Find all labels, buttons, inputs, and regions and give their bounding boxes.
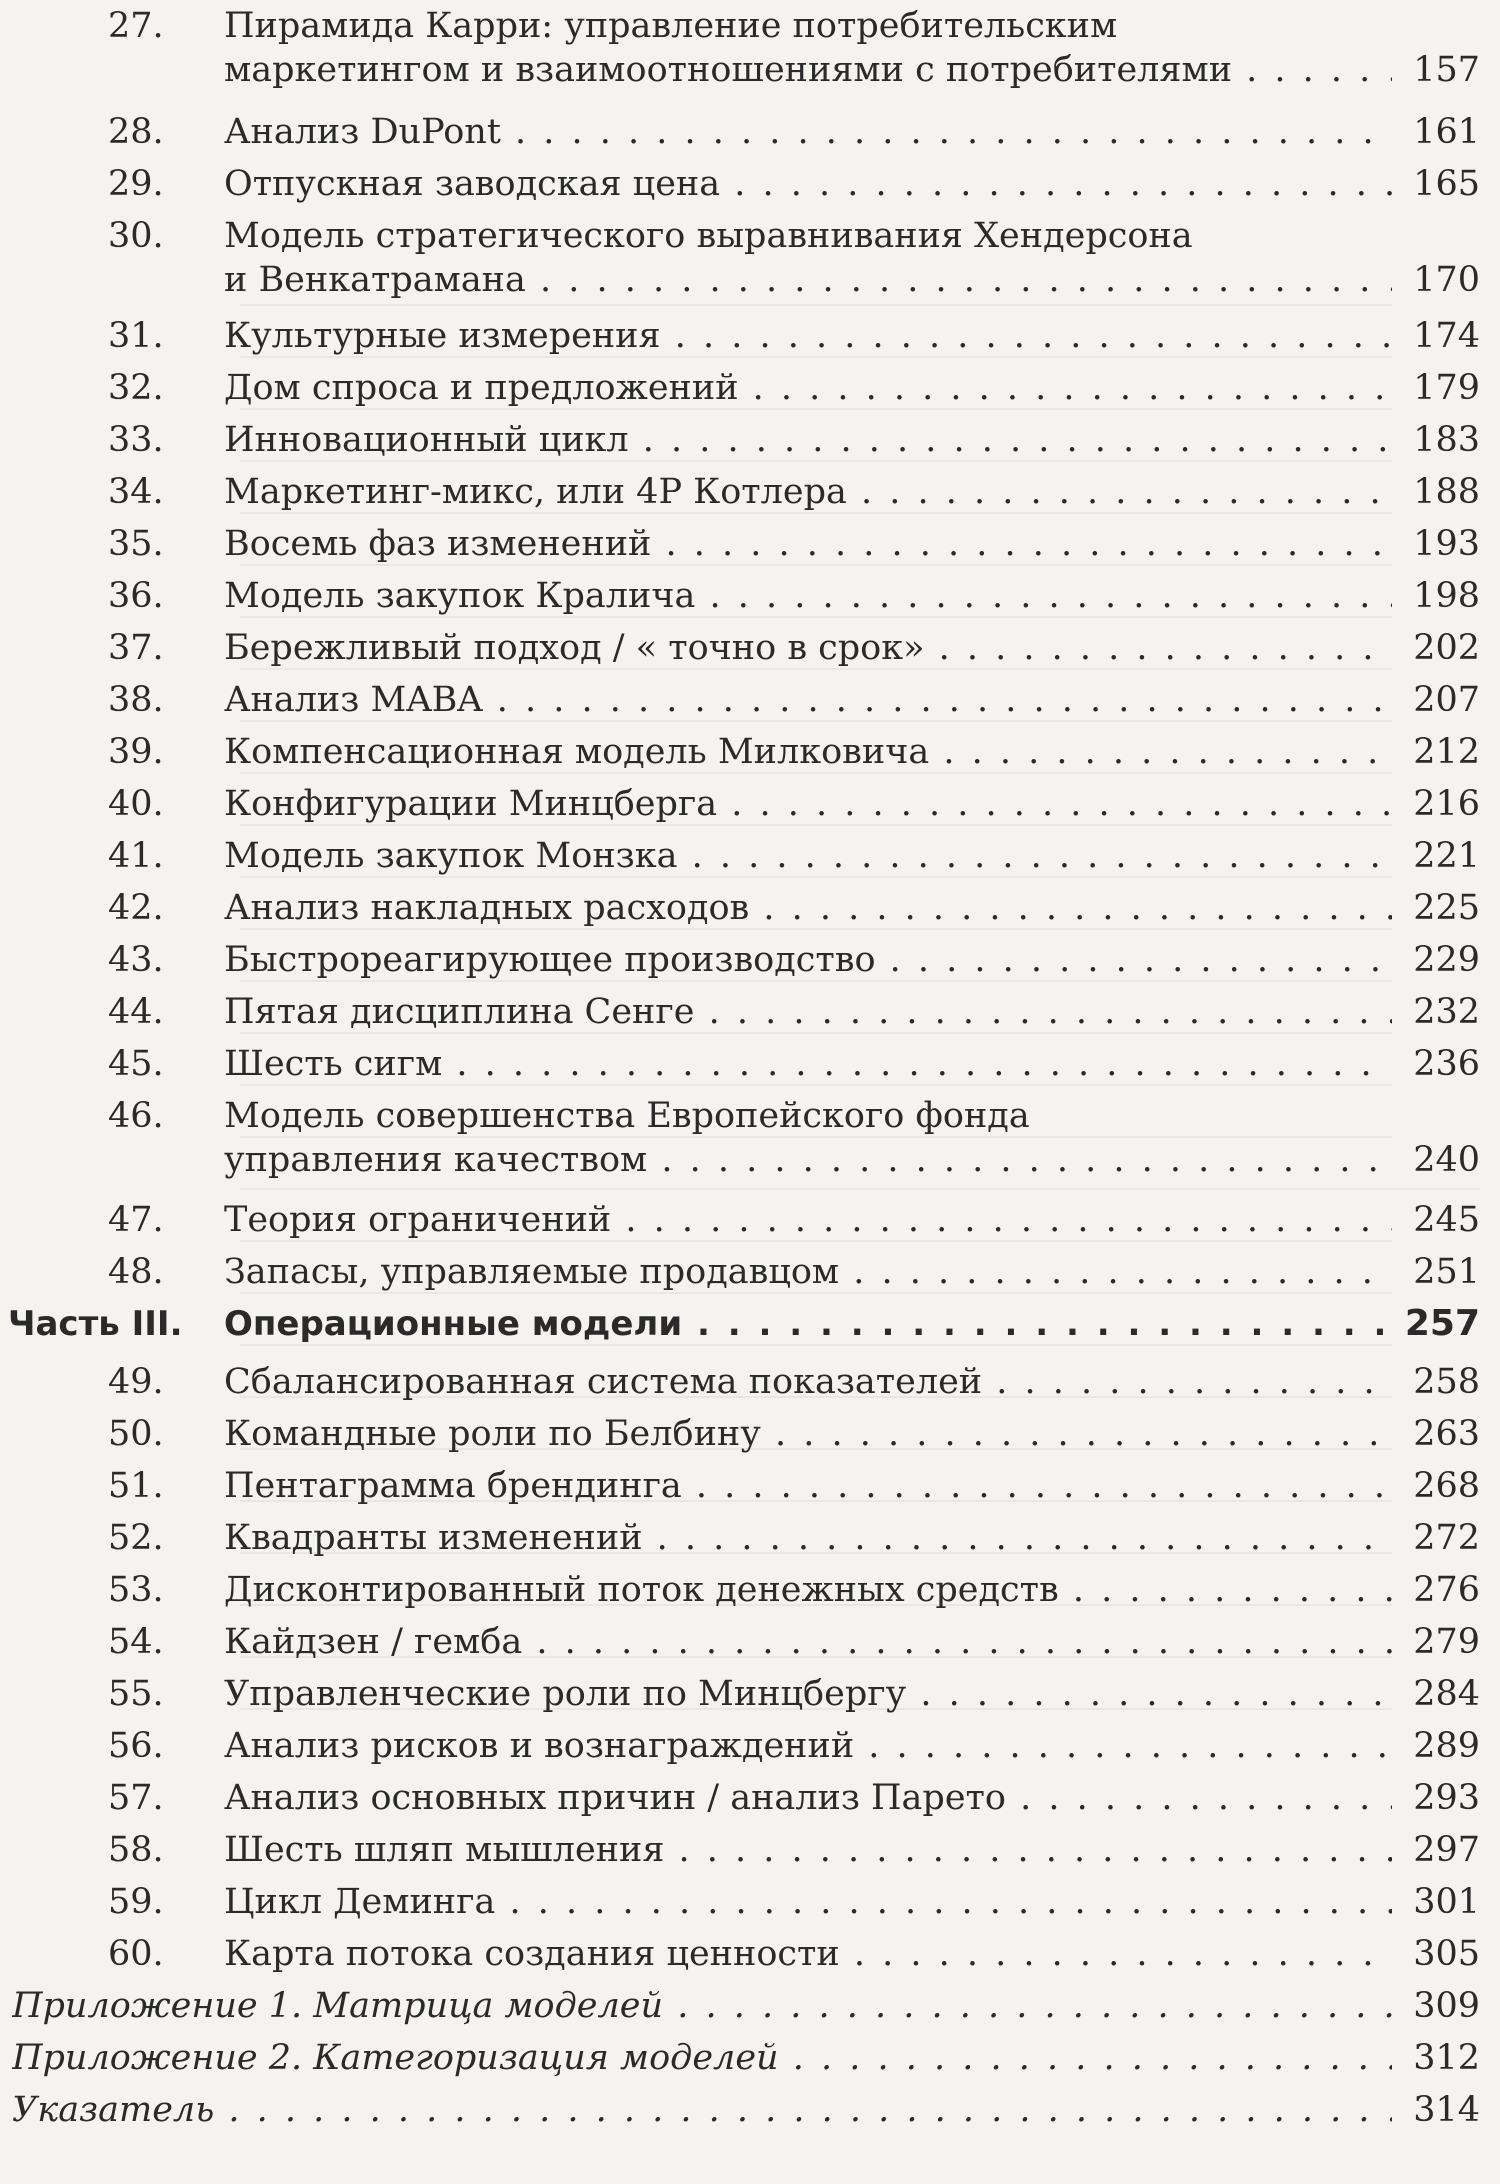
toc-entry-page: 276 — [1392, 1564, 1480, 1616]
toc-entry-number: 57. — [108, 1778, 164, 1818]
toc-entry-number: 40. — [108, 784, 164, 824]
toc-entry-title: Дом спроса и предложений . . . — [224, 362, 1480, 414]
toc-entry-title: Инновационный цикл . . . — [224, 414, 1480, 466]
toc-entry-title: Модель совершенства Европейского фонда — [224, 1096, 1030, 1136]
toc-entry-title: Карта потока создания ценности . . . — [224, 1928, 1480, 1980]
toc-entry-number: 49. — [108, 1362, 164, 1402]
toc-entry-number: 54. — [108, 1622, 164, 1662]
toc-entry-number: 37. — [108, 628, 164, 668]
toc-entry-number: 47. — [108, 1200, 164, 1240]
toc-entry-title: Указатель . . . — [12, 2084, 1480, 2136]
toc-entry-page: 165 — [1392, 158, 1480, 210]
toc-entry-number: 42. — [108, 888, 164, 928]
toc-entry-page: 216 — [1392, 778, 1480, 830]
toc-entry-page: 202 — [1392, 622, 1480, 674]
toc-entry-title: Анализ DuPont . . . — [224, 106, 1480, 158]
toc-entry-number: 35. — [108, 524, 164, 564]
toc-entry-number: 44. — [108, 992, 164, 1032]
toc-entry-number: 30. — [108, 216, 164, 256]
toc-entry-page: 297 — [1392, 1824, 1480, 1876]
toc-entry-title: Теория ограничений . . . — [224, 1194, 1480, 1246]
toc-entry-page: 236 — [1392, 1038, 1480, 1090]
toc-entry-title: Быстрореагирующее производство . . . — [224, 934, 1480, 986]
toc-entry-page: 229 — [1392, 934, 1480, 986]
toc-entry-page: 240 — [1392, 1134, 1480, 1186]
toc-entry-page: 232 — [1392, 986, 1480, 1038]
toc-entry-title: Бережливый подход / « точно в срок» . . . — [224, 622, 1480, 674]
toc-entry-title: Приложение 2. Категоризация моделей . . . — [12, 2032, 1480, 2084]
toc-entry-title: Пятая дисциплина Сенге . . . — [224, 986, 1480, 1038]
toc-entry-title: Кайдзен / гемба . . . — [224, 1616, 1480, 1668]
toc-entry-title: Модель закупок Монзка . . . — [224, 830, 1480, 882]
toc-entry-page: 245 — [1392, 1194, 1480, 1246]
toc-entry-number: 28. — [108, 112, 164, 152]
toc-entry-number: 60. — [108, 1934, 164, 1974]
toc-entry-title: Приложение 1. Матрица моделей . . . — [12, 1980, 1480, 2032]
toc-entry-number: 45. — [108, 1044, 164, 1084]
toc-entry-page: 174 — [1392, 310, 1480, 362]
toc-entry-title: Командные роли по Белбину . . . — [224, 1408, 1480, 1460]
toc-entry-number: 38. — [108, 680, 164, 720]
toc-entry-number: 27. — [108, 6, 164, 46]
toc-entry-page: 251 — [1392, 1246, 1480, 1298]
toc-entry-page: 289 — [1392, 1720, 1480, 1772]
toc-entry-title: Модель стратегического выравнивания Хендерсона — [224, 216, 1193, 256]
toc-entry-title: Операционные модели . . . — [224, 1298, 1480, 1350]
toc-entry-title: Шесть шляп мышления . . . — [224, 1824, 1480, 1876]
toc-entry-number: 55. — [108, 1674, 164, 1714]
toc-entry-page: 258 — [1392, 1356, 1480, 1408]
toc-entry-title: Анализ MABA . . . — [224, 674, 1480, 726]
toc-entry-page: 309 — [1392, 1980, 1480, 2032]
toc-entry-page: 193 — [1392, 518, 1480, 570]
toc-entry-page: 183 — [1392, 414, 1480, 466]
toc-entry-number: 52. — [108, 1518, 164, 1558]
toc-entry-page: 314 — [1392, 2084, 1480, 2136]
toc-entry-title: Дисконтированный поток денежных средств . . . — [224, 1564, 1480, 1616]
toc-entry-page: 301 — [1392, 1876, 1480, 1928]
toc-entry-page: 188 — [1392, 466, 1480, 518]
toc-entry-number: 41. — [108, 836, 164, 876]
toc-entry-title: Шесть сигм . . . — [224, 1038, 1480, 1090]
toc-entry-title: Анализ рисков и вознаграждений . . . — [224, 1720, 1480, 1772]
toc-entry-title: Управленческие роли по Минцбергу . . . — [224, 1668, 1480, 1720]
toc-entry-number: 36. — [108, 576, 164, 616]
toc-entry-page: 161 — [1392, 106, 1480, 158]
toc-entry-title: Компенсационная модель Милковича . . . — [224, 726, 1480, 778]
toc-entry-title: маркетингом и взаимоотношениями с потребителями . . . — [224, 44, 1480, 96]
toc-entry-page: 312 — [1392, 2032, 1480, 2084]
toc-entry-title: управления качеством . . . — [224, 1134, 1480, 1186]
toc-entry-title: Сбалансированная система показателей . . . — [224, 1356, 1480, 1408]
toc-entry-number: 50. — [108, 1414, 164, 1454]
toc-entry-title: Анализ накладных расходов . . . — [224, 882, 1480, 934]
toc-entry-page: 272 — [1392, 1512, 1480, 1564]
toc-entry-page: 207 — [1392, 674, 1480, 726]
toc-entry-page: 279 — [1392, 1616, 1480, 1668]
toc-entry-number: 59. — [108, 1882, 164, 1922]
toc-entry-page: 179 — [1392, 362, 1480, 414]
toc-entry-number: 34. — [108, 472, 164, 512]
toc-entry-title: Модель закупок Кралича . . . — [224, 570, 1480, 622]
toc-entry-number: 29. — [108, 164, 164, 204]
toc-entry-page: 257 — [1392, 1298, 1480, 1350]
toc-entry-page: 212 — [1392, 726, 1480, 778]
toc-entry-title: Восемь фаз изменений . . . — [224, 518, 1480, 570]
toc-entry-page: 198 — [1392, 570, 1480, 622]
toc-entry-page: 157 — [1392, 44, 1480, 96]
toc-entry-number: 53. — [108, 1570, 164, 1610]
toc-entry-page: 305 — [1392, 1928, 1480, 1980]
toc-entry-page: 284 — [1392, 1668, 1480, 1720]
toc-entry-title: Отпускная заводская цена . . . — [224, 158, 1480, 210]
toc-entry-page: 221 — [1392, 830, 1480, 882]
toc-entry-number: 33. — [108, 420, 164, 460]
toc-entry-title: Цикл Деминга . . . — [224, 1876, 1480, 1928]
toc-entry-number: 32. — [108, 368, 164, 408]
toc-entry-title: Культурные измерения . . . — [224, 310, 1480, 362]
toc-entry-page: 293 — [1392, 1772, 1480, 1824]
toc-entry-title: Маркетинг-микс, или 4P Котлера . . . — [224, 466, 1480, 518]
toc-entry-title: и Венкатрамана . . . — [224, 254, 1480, 306]
toc-entry-title: Анализ основных причин / анализ Парето . . . — [224, 1772, 1480, 1824]
toc-entry-page: 170 — [1392, 254, 1480, 306]
toc-entry-title: Квадранты изменений . . . — [224, 1512, 1480, 1564]
toc-entry-title: Запасы, управляемые продавцом . . . — [224, 1246, 1480, 1298]
toc-entry-number: 58. — [108, 1830, 164, 1870]
toc-entry-title: Конфигурации Минцберга . . . — [224, 778, 1480, 830]
toc-entry-title: Пентаграмма брендинга . . . — [224, 1460, 1480, 1512]
toc-entry-number: 46. — [108, 1096, 164, 1136]
toc-entry-number: 43. — [108, 940, 164, 980]
toc-entry-page: 263 — [1392, 1408, 1480, 1460]
toc-entry-number: 48. — [108, 1252, 164, 1292]
toc-entry-page: 225 — [1392, 882, 1480, 934]
toc-entry-number: 39. — [108, 732, 164, 772]
toc-entry-number: 31. — [108, 316, 164, 356]
toc-entry-number: 51. — [108, 1466, 164, 1506]
toc-entry-title: Пирамида Карри: управление потребительским — [224, 6, 1118, 46]
toc-entry-number: 56. — [108, 1726, 164, 1766]
toc-entry-number: Часть III. — [8, 1304, 183, 1344]
toc-entry-page: 268 — [1392, 1460, 1480, 1512]
